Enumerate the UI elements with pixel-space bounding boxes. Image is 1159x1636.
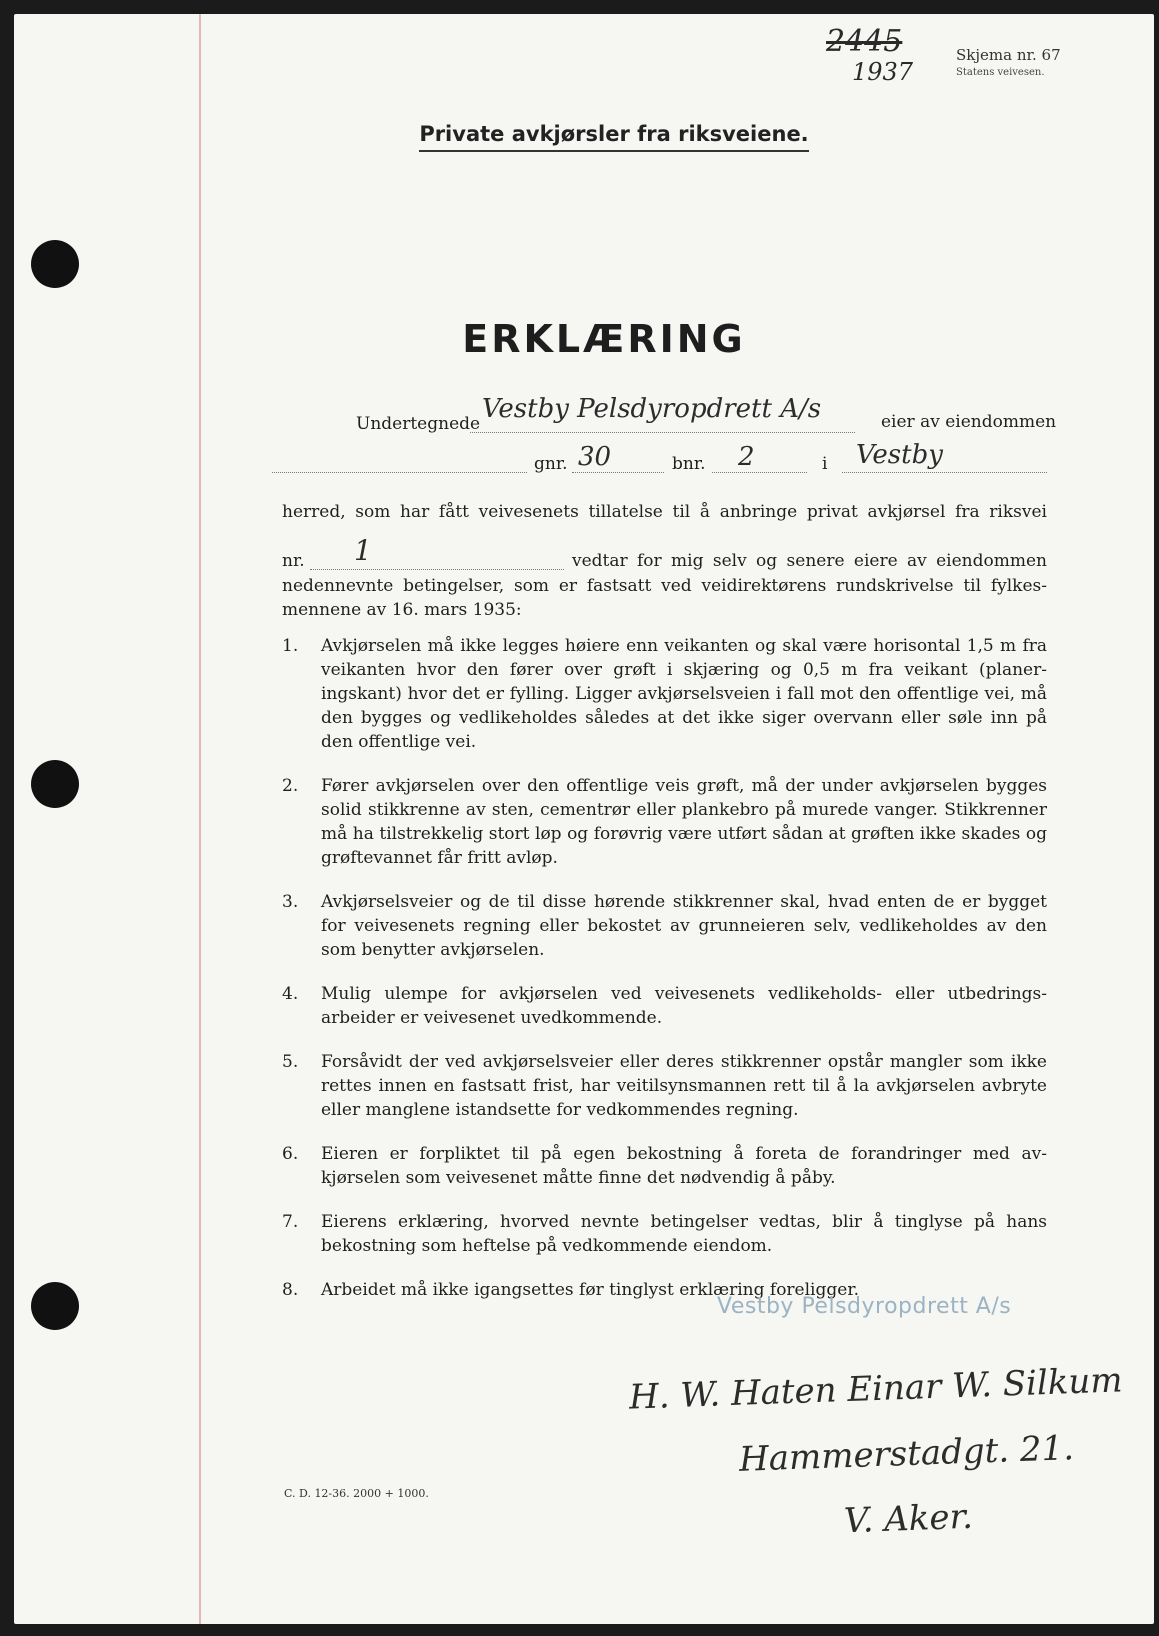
handwritten-number: 2445 <box>826 24 903 59</box>
nr-label: nr. <box>282 551 305 571</box>
company-stamp: Vestby Pelsdyropdrett A/s <box>717 1294 1012 1319</box>
condition-text: Eierens erklæring, hvorved nevnte betingelser vedtas, blir å tinglyse på hans bekostning som heftelse på vedkommende eiendom. <box>321 1212 1047 1256</box>
condition-item <box>282 774 1047 870</box>
undertegnede-dotted-line <box>470 432 855 433</box>
gnr-label: gnr. <box>534 454 568 474</box>
undertegnede-value: Vestby Pelsdyropdrett A/s <box>482 394 822 424</box>
condition-item <box>282 1142 1047 1190</box>
handwritten-year: 1937 <box>852 58 914 86</box>
nr-value: 1 <box>354 534 372 567</box>
margin-rule <box>199 14 201 1624</box>
punch-hole <box>31 240 79 288</box>
signature-line: H. W. Haten Einar W. Silkum <box>628 1360 1124 1418</box>
bnr-dotted-line <box>712 472 807 473</box>
issuer: Statens veivesen. <box>956 67 1045 78</box>
conditions-list <box>282 634 1047 1322</box>
condition-number: 7. <box>282 1212 299 1232</box>
condition-text: Eieren er forpliktet til på egen bekostning å foreta de forandringer med av-kjørselen som veivesenet måtte finne det nødvendig å påby. <box>321 1144 1047 1188</box>
bnr-label: bnr. <box>672 454 706 474</box>
eier-label: eier av eiendommen <box>881 412 1057 432</box>
condition-text: Arbeidet må ikke igangsettes før tinglyst erklæring foreligger. <box>321 1280 859 1300</box>
undertegnede-label: Undertegnede <box>356 414 481 434</box>
condition-text: Avkjørselsveier og de til disse hørende stikkrenner skal, hvad enten de er bygget for veivesenets regning eller bekostet av grunneieren selv, vedlikeholdes av den som benytter avkjørselen. <box>321 892 1047 960</box>
dotted-line <box>272 472 527 473</box>
page-title: ERKLÆRING <box>462 317 746 361</box>
herred-line: herred, som har fått veivesenets tillatelse til å anbringe privat avkjørsel fra riksvei <box>282 502 1047 522</box>
condition-number: 6. <box>282 1144 299 1164</box>
condition-item <box>282 982 1047 1030</box>
condition-text: Forsåvidt der ved avkjørselsveier eller deres stikkrenner opstår mangler som ikke rettes innen en fastsatt frist, har veitilsynsmannen rett til å la avkjørselen avbryte eller manglene istandsette for vedkommendes regning. <box>321 1052 1047 1120</box>
condition-item <box>282 1210 1047 1258</box>
form-number: Skjema nr. 67 <box>956 46 1061 64</box>
condition-number: 1. <box>282 636 299 656</box>
gnr-dotted-line <box>572 472 664 473</box>
condition-item <box>282 634 1047 754</box>
gnr-value: 30 <box>578 442 612 472</box>
i-value: Vestby <box>856 440 943 470</box>
bnr-value: 2 <box>738 442 755 472</box>
condition-number: 8. <box>282 1280 299 1300</box>
continuation-line: nedennevnte betingelser, som er fastsatt ved veidirektørens rundskrivelse til fylkes- <box>282 576 1047 596</box>
continuation-line: mennene av 16. mars 1935: <box>282 600 522 620</box>
nr-dotted-line <box>310 569 564 570</box>
condition-item <box>282 1050 1047 1122</box>
location-line: V. Aker. <box>843 1496 974 1542</box>
condition-text: Fører avkjørselen over den offentlige veis grøft, må der under avkjørselen bygges solid stikkrenne av sten, cementrør eller plankebro på murede vanger. Stikkrenner må ha tilstrekkelig stort løp og forøvrig være utført sådan at grøften ikke skades og grøftevannet får fritt avløp. <box>321 776 1047 868</box>
condition-item <box>282 890 1047 962</box>
condition-text: Mulig ulempe for avkjørselen ved veivesenets vedlikeholds- eller utbedrings-arbeider er veivesenet uvedkommende. <box>321 984 1047 1028</box>
condition-number: 4. <box>282 984 299 1004</box>
document-page <box>14 14 1154 1624</box>
punch-hole <box>31 1282 79 1330</box>
vedtar-text: vedtar for mig selv og senere eiere av eiendommen <box>572 551 1047 571</box>
subtitle: Private avkjørsler fra riksveiene. <box>14 122 1154 146</box>
i-dotted-line <box>842 472 1047 473</box>
address-line: Hammerstadgt. 21. <box>738 1428 1075 1480</box>
condition-text: Avkjørselen må ikke legges høiere enn veikanten og skal være horisontal 1,5 m fra veikanten hvor den fører over grøft i skjæring og 0,5 m fra veikant (planer-ingskant) hvor det er fylling. Ligger avkjørselsveien i fall mot den offentlige vei, må den bygges og vedlikeholdes således at det ikke siger overvann eller søle inn på den offentlige vei. <box>321 636 1047 752</box>
condition-number: 3. <box>282 892 299 912</box>
i-label: i <box>822 454 828 474</box>
footer-code: C. D. 12-36. 2000 + 1000. <box>284 1487 429 1500</box>
condition-number: 2. <box>282 776 299 796</box>
condition-number: 5. <box>282 1052 299 1072</box>
punch-hole <box>31 760 79 808</box>
